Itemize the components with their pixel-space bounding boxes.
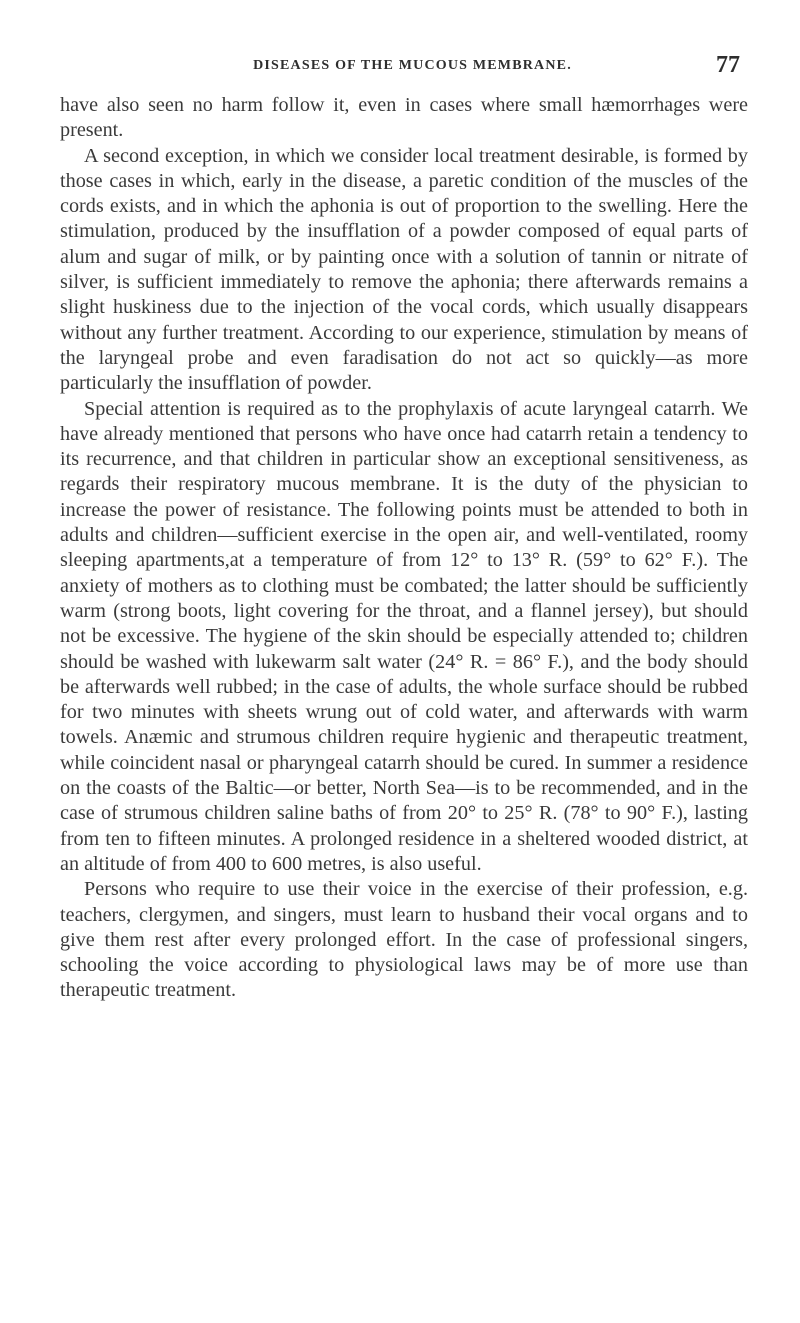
body-text bbox=[60, 93, 748, 1004]
paragraph-continuation: have also seen no harm follow it, even in cases where small hæmorrhages were present. bbox=[60, 94, 748, 142]
paragraph-second-exception: A second exception, in which we consider local treatment desirable, is formed by those cases in which, early in the disease, a paretic condition of the muscles of the cords exists, and in which the aphonia is out of proportion to the swelling. Here the stimulation, produced by the insufflation of a powder composed of equal parts of alum and sugar of milk, or by painting once with a solution of tannin or nitrate of silver, is sufficient immediately to remove the aphonia; there afterwards remains a slight huskiness due to the injection of the vocal cords, which usually disappears without any further treatment. According to our experience, stimulation by means of the laryngeal probe and even faradisation do not act so quickly—as more particularly the insufflation of powder. bbox=[60, 144, 748, 395]
paragraph-voice-users: Persons who require to use their voice in the exercise of their profession, e.g. teachers, clergymen, and singers, must learn to husband their vocal organs and to give them rest after every prolonged effort. In the case of professional singers, schooling the voice according to physiological laws may be of more use than therapeutic treatment. bbox=[60, 878, 748, 1002]
page-number: 77 bbox=[716, 52, 740, 78]
page-header bbox=[85, 52, 740, 82]
running-head: DISEASES OF THE MUCOUS MEMBRANE. bbox=[253, 58, 572, 73]
paragraph-prophylaxis: Special attention is required as to the prophylaxis of acute laryngeal catarrh. We have already mentioned that persons who have once had catarrh retain a tendency to its recurrence, and that children in particular show an exceptional sensitiveness, as regards their respiratory mucous membrane. It is the duty of the physician to increase the power of resistance. The following points must be attended to both in adults and children—sufficient exercise in the open air, and well-ventilated, roomy sleeping apartments,at a temperature of from 12° to 13° R. (59° to 62° F.). The anxiety of mothers as to clothing must be combated; the latter should be sufficiently warm (strong boots, light covering for the throat, and a flannel jersey), but should not be excessive. The hygiene of the skin should be especially attended to; children should be washed with lukewarm salt water (24° R. = 86° F.), and the body should be afterwards well rubbed; in the case of adults, the whole surface should be rubbed for two minutes with sheets wrung out of cold water, and afterwards with warm towels. Anæmic and strumous children require hygienic and therapeutic treatment, while coincident nasal or pharyngeal catarrh should be cured. In summer a residence on the coasts of the Baltic—or better, North Sea—is to be recommended, and in the case of strumous children saline baths of from 20° to 25° R. (78° to 90° F.), lasting from ten to fifteen minutes. A prolonged residence in a sheltered wooded district, at an altitude of from 400 to 600 metres, is also useful. bbox=[60, 397, 748, 875]
